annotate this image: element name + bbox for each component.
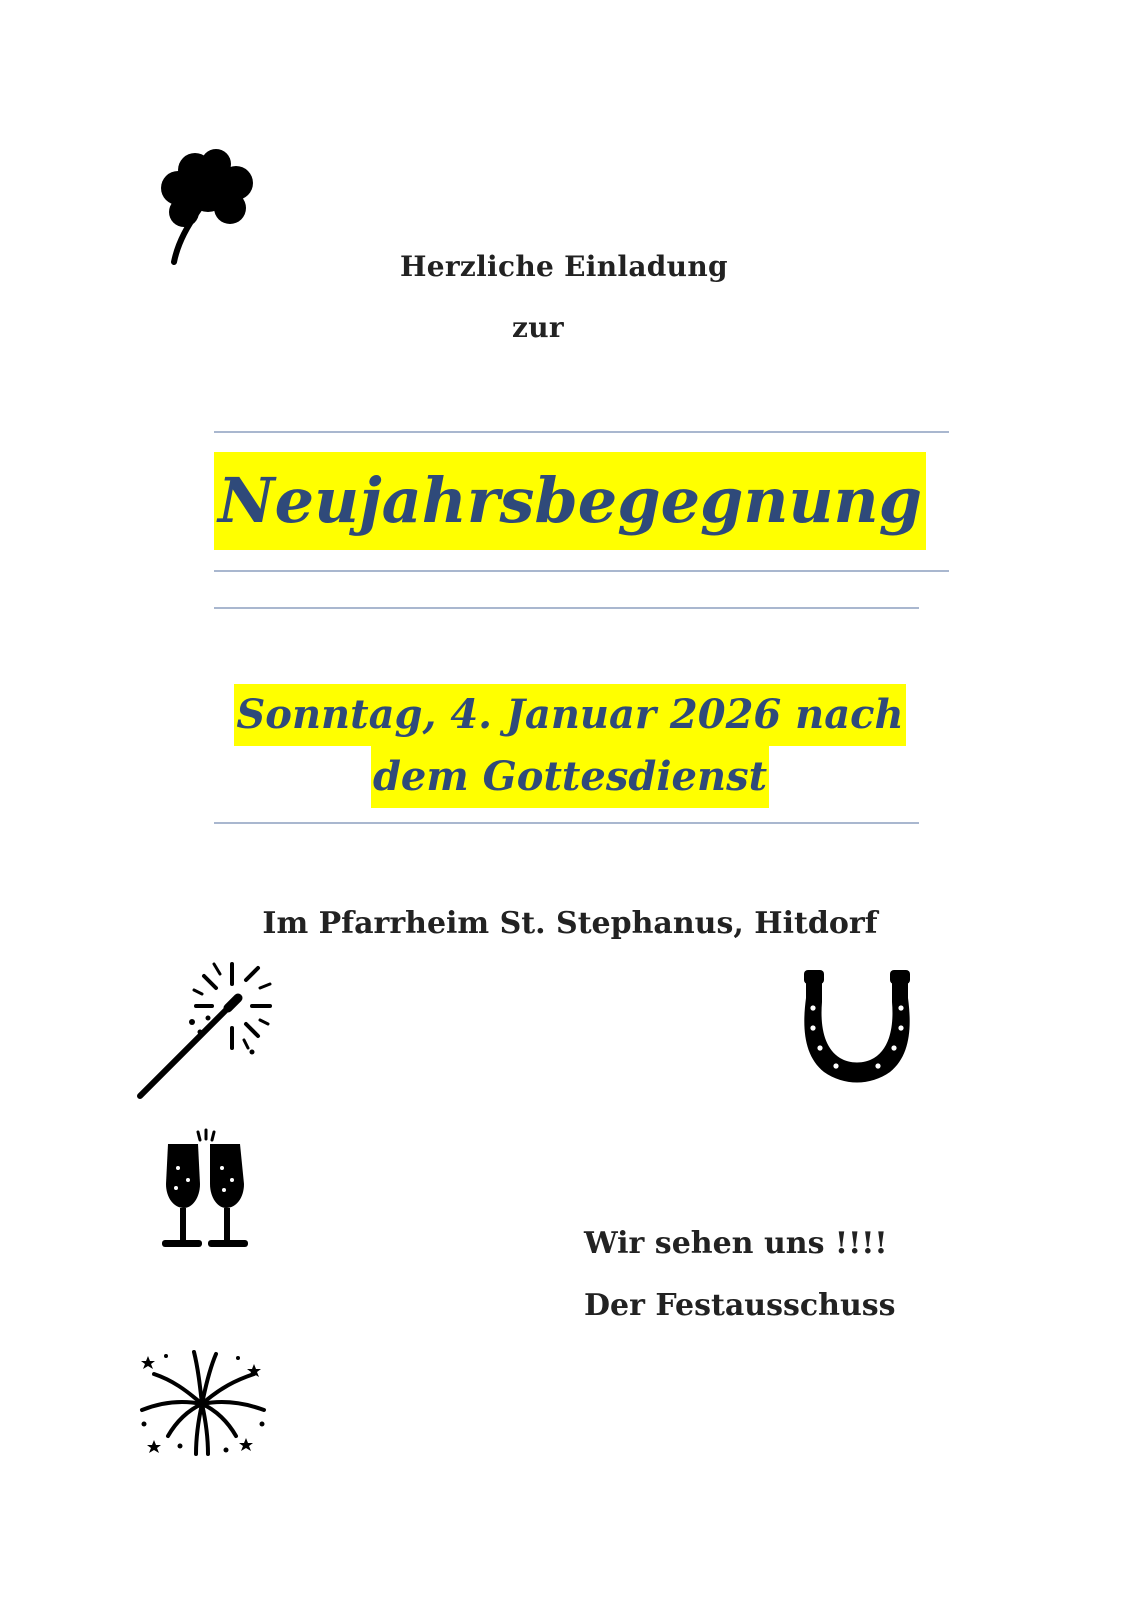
divider-top <box>214 431 949 433</box>
signature-text: Der Festausschuss <box>584 1288 896 1323</box>
sparkler-icon <box>134 962 274 1102</box>
champagne-glasses-icon <box>158 1128 252 1252</box>
event-date <box>214 684 926 808</box>
greeting-line: Herzliche Einladung <box>400 250 728 283</box>
greeting-zur: zur <box>512 311 564 344</box>
event-date-line1: Sonntag, 4. Januar 2026 nach <box>234 684 905 746</box>
closing-text: Wir sehen uns !!!! <box>584 1226 888 1261</box>
event-title: Neujahrsbegegnung <box>214 452 926 550</box>
divider-title-bottom <box>214 570 949 572</box>
divider-bottom <box>214 822 919 824</box>
clover-icon <box>158 150 258 265</box>
event-date-line2: dem Gottesdienst <box>371 746 769 808</box>
fireworks-icon <box>136 1350 270 1462</box>
event-venue: Im Pfarrheim St. Stephanus, Hitdorf <box>262 906 878 941</box>
divider-middle <box>214 607 919 609</box>
horseshoe-icon <box>800 968 914 1086</box>
